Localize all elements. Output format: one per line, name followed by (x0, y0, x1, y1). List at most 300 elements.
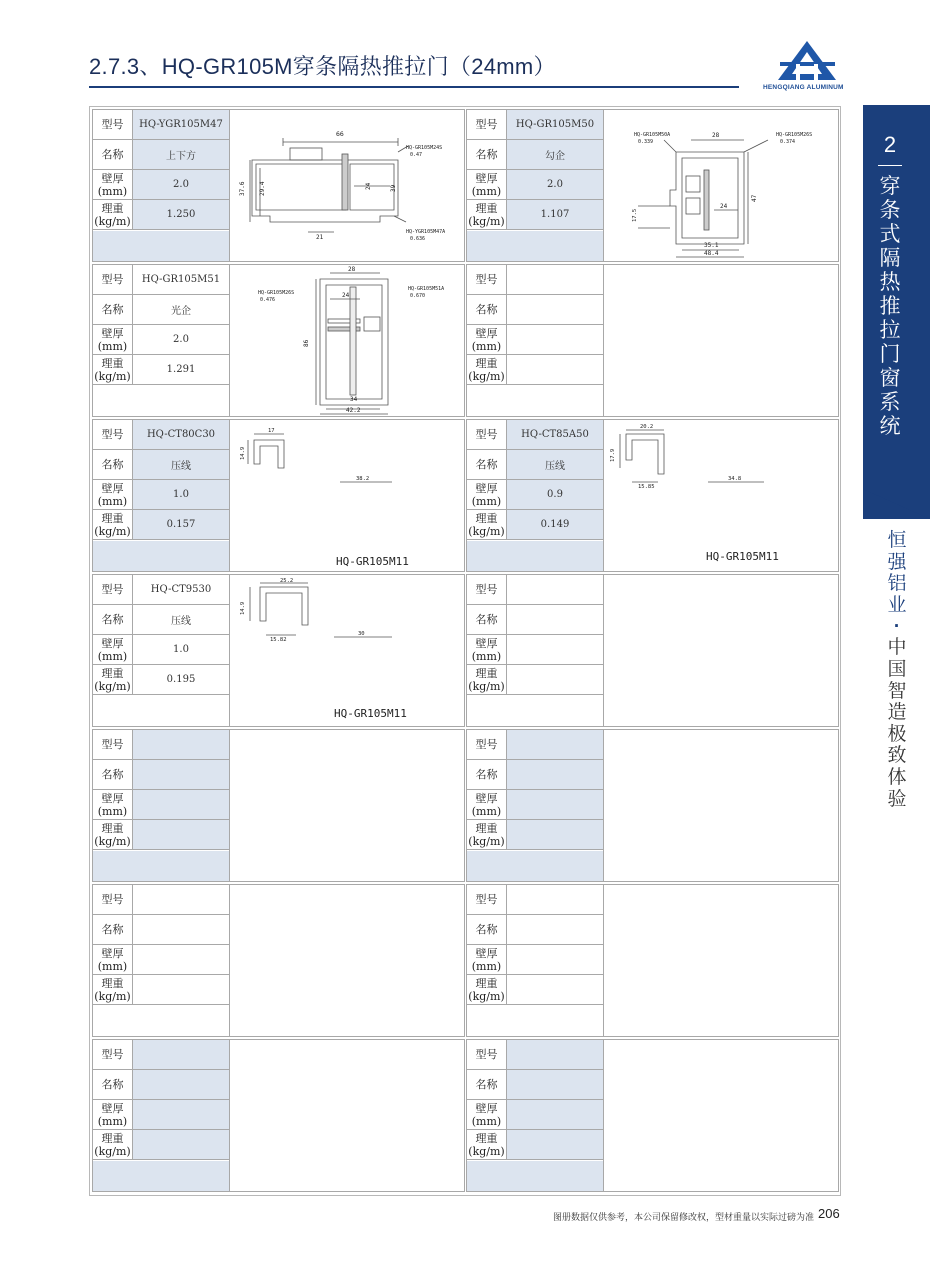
product-cell (92, 884, 465, 1037)
spec-label-text: 名称 (475, 303, 498, 316)
spec-label-thickness (93, 170, 133, 199)
spec-row-weight (467, 665, 603, 695)
spec-label-unit: (kg/m) (468, 1144, 505, 1158)
spec-value-thickness: 2.0 (133, 170, 229, 199)
spec-label-text: 型号 (475, 118, 498, 131)
spec-label-name (93, 605, 133, 634)
callout-right-code: HQ-GR105M26S (776, 132, 813, 138)
spec-label-text: 壁厚 (475, 636, 498, 650)
dim-b: 15.85 (638, 484, 655, 490)
spec-label-thickness (467, 1100, 507, 1129)
spec-label-unit: (kg/m) (468, 679, 505, 693)
spec-label-name (467, 605, 507, 634)
spec-value-weight (133, 1130, 229, 1159)
spec-value-weight (507, 975, 603, 1004)
spec-row-weight (93, 355, 229, 385)
drawing-area (230, 730, 464, 881)
spec-table (93, 575, 230, 726)
spec-row-weight (93, 665, 229, 695)
drawing-area (604, 730, 838, 881)
spec-footer (467, 231, 603, 261)
spec-row-weight (467, 200, 603, 230)
spec-value-name (133, 1070, 229, 1099)
spec-label-text: 壁厚 (101, 791, 124, 805)
spec-footer (93, 231, 229, 261)
spec-label-name (93, 295, 133, 324)
spec-value-name (133, 915, 229, 944)
spec-footer (93, 1161, 229, 1191)
spec-label-weight (467, 200, 507, 229)
spec-label-unit: (kg/m) (94, 834, 131, 848)
spec-table (467, 730, 604, 881)
spec-label-model (93, 110, 133, 139)
spec-row-weight (467, 510, 603, 540)
drawing-area (230, 265, 464, 416)
spec-row-name (467, 450, 603, 480)
spec-label-text: 壁厚 (475, 791, 498, 805)
spec-label-text: 型号 (101, 583, 124, 596)
spec-row-weight (93, 510, 229, 540)
spec-label-text: 壁厚 (101, 636, 124, 650)
callout-bot-code: HQ-YGR105M47A (406, 229, 446, 235)
callout-top-val: 0.47 (410, 152, 423, 158)
product-cell (466, 109, 839, 262)
dim-span: 30 (358, 631, 365, 637)
dim-inner: 24 (720, 203, 728, 210)
spec-value-weight (507, 355, 603, 384)
spec-row-name (467, 605, 603, 635)
spec-label-text: 型号 (475, 893, 498, 906)
dim-height: 86 (303, 339, 310, 347)
dim-left: 17.5 (632, 208, 638, 222)
spec-row-model (467, 575, 603, 605)
dim-b: 15.82 (270, 637, 287, 643)
spec-label-unit: (kg/m) (94, 989, 131, 1003)
assembly-label: HQ-GR105M11 (706, 550, 779, 563)
spec-label-name (93, 915, 133, 944)
spec-table (93, 420, 230, 571)
spec-value-model: HQ-CT80C30 (133, 420, 229, 449)
spec-value-model (133, 1040, 229, 1069)
spec-footer (93, 851, 229, 881)
spec-label-weight (467, 355, 507, 384)
spec-value-thickness (507, 945, 603, 974)
spec-value-model: HQ-YGR105M47 (133, 110, 229, 139)
spec-value-name: 上下方 (133, 140, 229, 169)
spec-label-text: 型号 (101, 428, 124, 441)
spec-table (93, 265, 230, 416)
spec-row-weight (93, 975, 229, 1005)
chapter-number: 2 (883, 132, 897, 157)
assembly-label: HQ-GR105M11 (334, 707, 407, 720)
slogan-brand: 恒强铝业 (887, 530, 907, 616)
spec-row-weight (93, 200, 229, 230)
spec-label-text: 名称 (475, 768, 498, 781)
spec-footer (467, 1006, 603, 1036)
spec-label-text: 名称 (475, 148, 498, 161)
spec-label-unit: (mm) (97, 649, 128, 663)
spec-label-model (467, 110, 507, 139)
spec-label-unit: (kg/m) (468, 989, 505, 1003)
spec-row-model (467, 110, 603, 140)
spec-label-weight (467, 510, 507, 539)
spec-value-name: 压线 (507, 450, 603, 479)
spec-label-text: 理重 (475, 666, 498, 680)
spec-row-thickness (467, 635, 603, 665)
spec-label-text: 理重 (475, 511, 498, 525)
spec-label-thickness (467, 325, 507, 354)
spec-row-model (93, 110, 229, 140)
profile-drawing (604, 420, 838, 571)
spec-value-name: 压线 (133, 450, 229, 479)
spec-row-model (93, 1040, 229, 1070)
spec-label-weight (93, 510, 133, 539)
spec-table (467, 110, 604, 261)
spec-row-thickness (93, 480, 229, 510)
spec-footer (467, 1161, 603, 1191)
drawing-area (230, 575, 464, 726)
spec-label-text: 壁厚 (475, 481, 498, 495)
spec-label-model (93, 885, 133, 914)
spec-value-name (507, 1070, 603, 1099)
spec-value-model (507, 575, 603, 604)
spec-label-unit: (kg/m) (94, 679, 131, 693)
spec-label-unit: (kg/m) (94, 1144, 131, 1158)
spec-label-weight (93, 820, 133, 849)
spec-row-model (467, 1040, 603, 1070)
drawing-area (604, 110, 838, 261)
spec-table (93, 110, 230, 261)
spec-label-thickness (467, 945, 507, 974)
drawing-area (230, 110, 464, 261)
spec-row-model (93, 420, 229, 450)
spec-value-name (507, 605, 603, 634)
spec-label-unit: (kg/m) (468, 524, 505, 538)
spec-row-name (93, 605, 229, 635)
spec-label-thickness (467, 790, 507, 819)
spec-label-model (93, 575, 133, 604)
spec-value-thickness (133, 945, 229, 974)
dim-side: 47 (751, 194, 758, 202)
spec-value-thickness (507, 1100, 603, 1129)
spec-footer (93, 1006, 229, 1036)
spec-label-text: 壁厚 (475, 171, 498, 185)
drawing-area (604, 885, 838, 1036)
spec-label-text: 型号 (475, 428, 498, 441)
spec-label-text: 名称 (101, 303, 124, 316)
spec-label-unit: (kg/m) (94, 214, 131, 228)
spec-value-thickness (133, 1100, 229, 1129)
product-cell (466, 419, 839, 572)
spec-label-text: 型号 (475, 583, 498, 596)
spec-label-name (93, 450, 133, 479)
spec-label-unit: (kg/m) (94, 524, 131, 538)
spec-value-weight: 1.107 (507, 200, 603, 229)
spec-value-model: HQ-CT85A50 (507, 420, 603, 449)
spec-value-weight (507, 820, 603, 849)
spec-table (93, 1040, 230, 1191)
spec-value-thickness: 1.0 (133, 480, 229, 509)
spec-table (467, 575, 604, 726)
spec-label-unit: (mm) (97, 959, 128, 973)
spec-value-model: HQ-GR105M51 (141, 274, 221, 285)
spec-label-thickness (467, 480, 507, 509)
product-cell (466, 729, 839, 882)
spec-label-thickness (467, 635, 507, 664)
spec-row-thickness (93, 635, 229, 665)
spec-value-thickness (507, 635, 603, 664)
spec-label-text: 理重 (475, 356, 498, 370)
spec-label-text: 名称 (101, 148, 124, 161)
chapter-tab-corner (863, 489, 930, 519)
spec-label-model (467, 420, 507, 449)
spec-label-unit: (mm) (471, 804, 502, 818)
assembly-label: HQ-GR105M11 (336, 555, 409, 568)
dim-w: 20.2 (640, 424, 654, 430)
spec-row-thickness (93, 325, 229, 355)
spec-label-weight (93, 355, 133, 384)
spec-label-weight (467, 975, 507, 1004)
spec-footer (467, 851, 603, 881)
spec-label-weight (93, 1130, 133, 1159)
spec-label-unit: (mm) (97, 494, 128, 508)
spec-value-name (507, 295, 603, 324)
spec-row-thickness (93, 790, 229, 820)
chapter-divider (878, 165, 902, 166)
page-number: 206 (818, 1206, 840, 1221)
spec-label-text: 理重 (101, 976, 124, 990)
spec-row-thickness (467, 480, 603, 510)
spec-row-weight (467, 355, 603, 385)
logo-wordmark: HENGQIANG ALUMINUM (763, 84, 844, 91)
spec-label-text: 型号 (475, 273, 498, 286)
spec-value-weight (133, 820, 229, 849)
spec-label-text: 型号 (475, 1048, 498, 1061)
spec-label-text: 理重 (101, 201, 124, 215)
spec-row-weight (467, 1130, 603, 1160)
spec-value-name (507, 760, 603, 789)
spec-row-model (467, 730, 603, 760)
spec-row-model (93, 575, 229, 605)
spec-value-weight: 0.195 (166, 674, 196, 685)
dim-width: 66 (336, 130, 344, 138)
spec-row-name (467, 140, 603, 170)
spec-label-unit: (mm) (471, 184, 502, 198)
dim-top: 28 (712, 132, 720, 139)
hengqiang-logo (770, 38, 845, 90)
spec-label-unit: (mm) (471, 959, 502, 973)
dim-h: 14.9 (240, 446, 246, 460)
callout-right-code: HQ-GR105M51A (408, 286, 445, 292)
spec-row-thickness (467, 325, 603, 355)
dim-h: 17.9 (610, 448, 616, 462)
drawing-area (604, 420, 838, 571)
spec-label-unit: (mm) (97, 184, 128, 198)
spec-label-unit: (mm) (471, 1114, 502, 1128)
profile-drawing (230, 420, 464, 571)
spec-row-weight (467, 820, 603, 850)
page-title: 2.7.3、HQ-GR105M穿条隔热推拉门（24mm） (89, 54, 556, 79)
spec-label-name (93, 1070, 133, 1099)
spec-label-text: 壁厚 (101, 1101, 124, 1115)
spec-label-unit: (mm) (97, 1114, 128, 1128)
spec-label-text: 理重 (475, 201, 498, 215)
spec-label-text: 壁厚 (475, 946, 498, 960)
spec-label-unit: (mm) (471, 339, 502, 353)
spec-label-text: 壁厚 (101, 946, 124, 960)
product-cell (92, 1039, 465, 1192)
spec-label-model (93, 265, 133, 294)
product-cell (92, 419, 465, 572)
spec-row-name (93, 450, 229, 480)
spec-label-unit: (mm) (97, 339, 128, 353)
spec-footer (93, 386, 229, 416)
spec-label-weight (467, 820, 507, 849)
slogan-text: 中国智造 极致体验 (887, 637, 907, 810)
spec-row-name (93, 295, 229, 325)
spec-row-name (93, 915, 229, 945)
spec-label-unit: (mm) (471, 494, 502, 508)
product-cell (466, 574, 839, 727)
drawing-area (230, 885, 464, 1036)
spec-label-unit: (mm) (471, 649, 502, 663)
spec-label-thickness (93, 790, 133, 819)
dim-w: 25.2 (280, 578, 294, 584)
spec-row-name (467, 760, 603, 790)
footer-disclaimer: 图册数据仅供参考，本公司保留修改权，型材重量以实际过磅为准 (553, 1212, 815, 1222)
spec-label-unit: (kg/m) (468, 369, 505, 383)
spec-row-model (467, 265, 603, 295)
spec-label-unit: (kg/m) (468, 214, 505, 228)
profile-drawing (230, 575, 464, 726)
drawing-area (604, 265, 838, 416)
drawing-area (604, 575, 838, 726)
dim-bottom: 21 (316, 234, 324, 241)
product-cell (92, 264, 465, 417)
product-cell (466, 1039, 839, 1192)
dim-inner: 24 (342, 292, 350, 299)
spec-row-name (467, 1070, 603, 1100)
spec-label-text: 名称 (101, 923, 124, 936)
dim-span: 38.2 (356, 476, 370, 482)
spec-table (93, 885, 230, 1036)
spec-row-model (93, 730, 229, 760)
callout-left-val: 0.476 (260, 297, 276, 303)
spec-label-name (93, 140, 133, 169)
spec-value-model (507, 1040, 603, 1069)
spec-label-text: 名称 (101, 458, 124, 471)
spec-row-name (93, 1070, 229, 1100)
callout-left-code: HQ-GR105M50A (634, 132, 671, 138)
spec-label-name (467, 140, 507, 169)
spec-row-weight (93, 1130, 229, 1160)
spec-value-thickness: 2.0 (173, 334, 189, 345)
spec-table (467, 265, 604, 416)
spec-value-weight: 0.149 (507, 510, 603, 539)
spec-label-text: 壁厚 (101, 481, 124, 495)
spec-footer (93, 541, 229, 571)
spec-row-name (467, 915, 603, 945)
spec-row-thickness (467, 945, 603, 975)
spec-label-text: 名称 (475, 1078, 498, 1091)
spec-label-model (93, 420, 133, 449)
spec-value-model (507, 885, 603, 914)
dim-d1: 35.1 (704, 242, 719, 249)
spec-label-name (467, 295, 507, 324)
spec-row-model (93, 885, 229, 915)
spec-label-text: 理重 (475, 976, 498, 990)
spec-label-text: 理重 (101, 356, 124, 370)
spec-value-thickness (507, 325, 603, 354)
spec-label-text: 理重 (475, 1131, 498, 1145)
spec-footer (467, 386, 603, 416)
spec-label-name (467, 1070, 507, 1099)
spec-label-model (467, 1040, 507, 1069)
spec-value-thickness (133, 790, 229, 819)
spec-label-text: 名称 (475, 458, 498, 471)
callout-bot-val: 0.636 (410, 236, 426, 242)
dim-b2: 42.2 (346, 407, 361, 414)
spec-value-thickness: 1.0 (173, 644, 189, 655)
product-cell (466, 264, 839, 417)
spec-row-thickness (467, 790, 603, 820)
spec-value-weight (507, 665, 603, 694)
spec-label-text: 型号 (101, 1048, 124, 1061)
spec-table (467, 420, 604, 571)
spec-label-unit: (kg/m) (94, 369, 131, 383)
spec-label-weight (467, 665, 507, 694)
spec-label-text: 理重 (101, 666, 124, 680)
spec-footer (467, 541, 603, 571)
dim-w: 17 (268, 428, 275, 434)
spec-label-thickness (93, 325, 133, 354)
spec-label-name (467, 450, 507, 479)
dim-h1: 37.6 (239, 181, 246, 196)
dim-d2: 48.4 (704, 250, 719, 257)
spec-row-model (467, 420, 603, 450)
spec-value-name: 光企 (171, 306, 191, 317)
drawing-area (604, 1040, 838, 1191)
spec-label-thickness (93, 1100, 133, 1129)
spec-label-name (467, 760, 507, 789)
spec-label-weight (93, 200, 133, 229)
spec-label-text: 型号 (475, 738, 498, 751)
spec-value-weight: 0.157 (133, 510, 229, 539)
spec-value-name (507, 915, 603, 944)
spec-label-model (467, 885, 507, 914)
spec-label-unit: (kg/m) (468, 834, 505, 848)
drawing-area (230, 420, 464, 571)
spec-label-thickness (93, 635, 133, 664)
profile-drawing (230, 110, 464, 261)
spec-label-text: 名称 (475, 923, 498, 936)
dim-h4: 39 (390, 184, 397, 192)
spec-label-text: 理重 (101, 821, 124, 835)
dim-b1: 34 (350, 396, 358, 403)
spec-value-weight (507, 1130, 603, 1159)
callout-top-code: HQ-GR105M24S (406, 145, 443, 151)
spec-value-thickness: 0.9 (507, 480, 603, 509)
spec-footer (93, 696, 229, 726)
spec-table (93, 730, 230, 881)
spec-label-model (93, 730, 133, 759)
spec-label-text: 名称 (475, 613, 498, 626)
spec-value-name: 压线 (171, 616, 191, 627)
spec-value-model: HQ-GR105M50 (507, 110, 603, 139)
spec-value-weight: 1.250 (133, 200, 229, 229)
spec-label-text: 型号 (101, 893, 124, 906)
product-cell (92, 729, 465, 882)
